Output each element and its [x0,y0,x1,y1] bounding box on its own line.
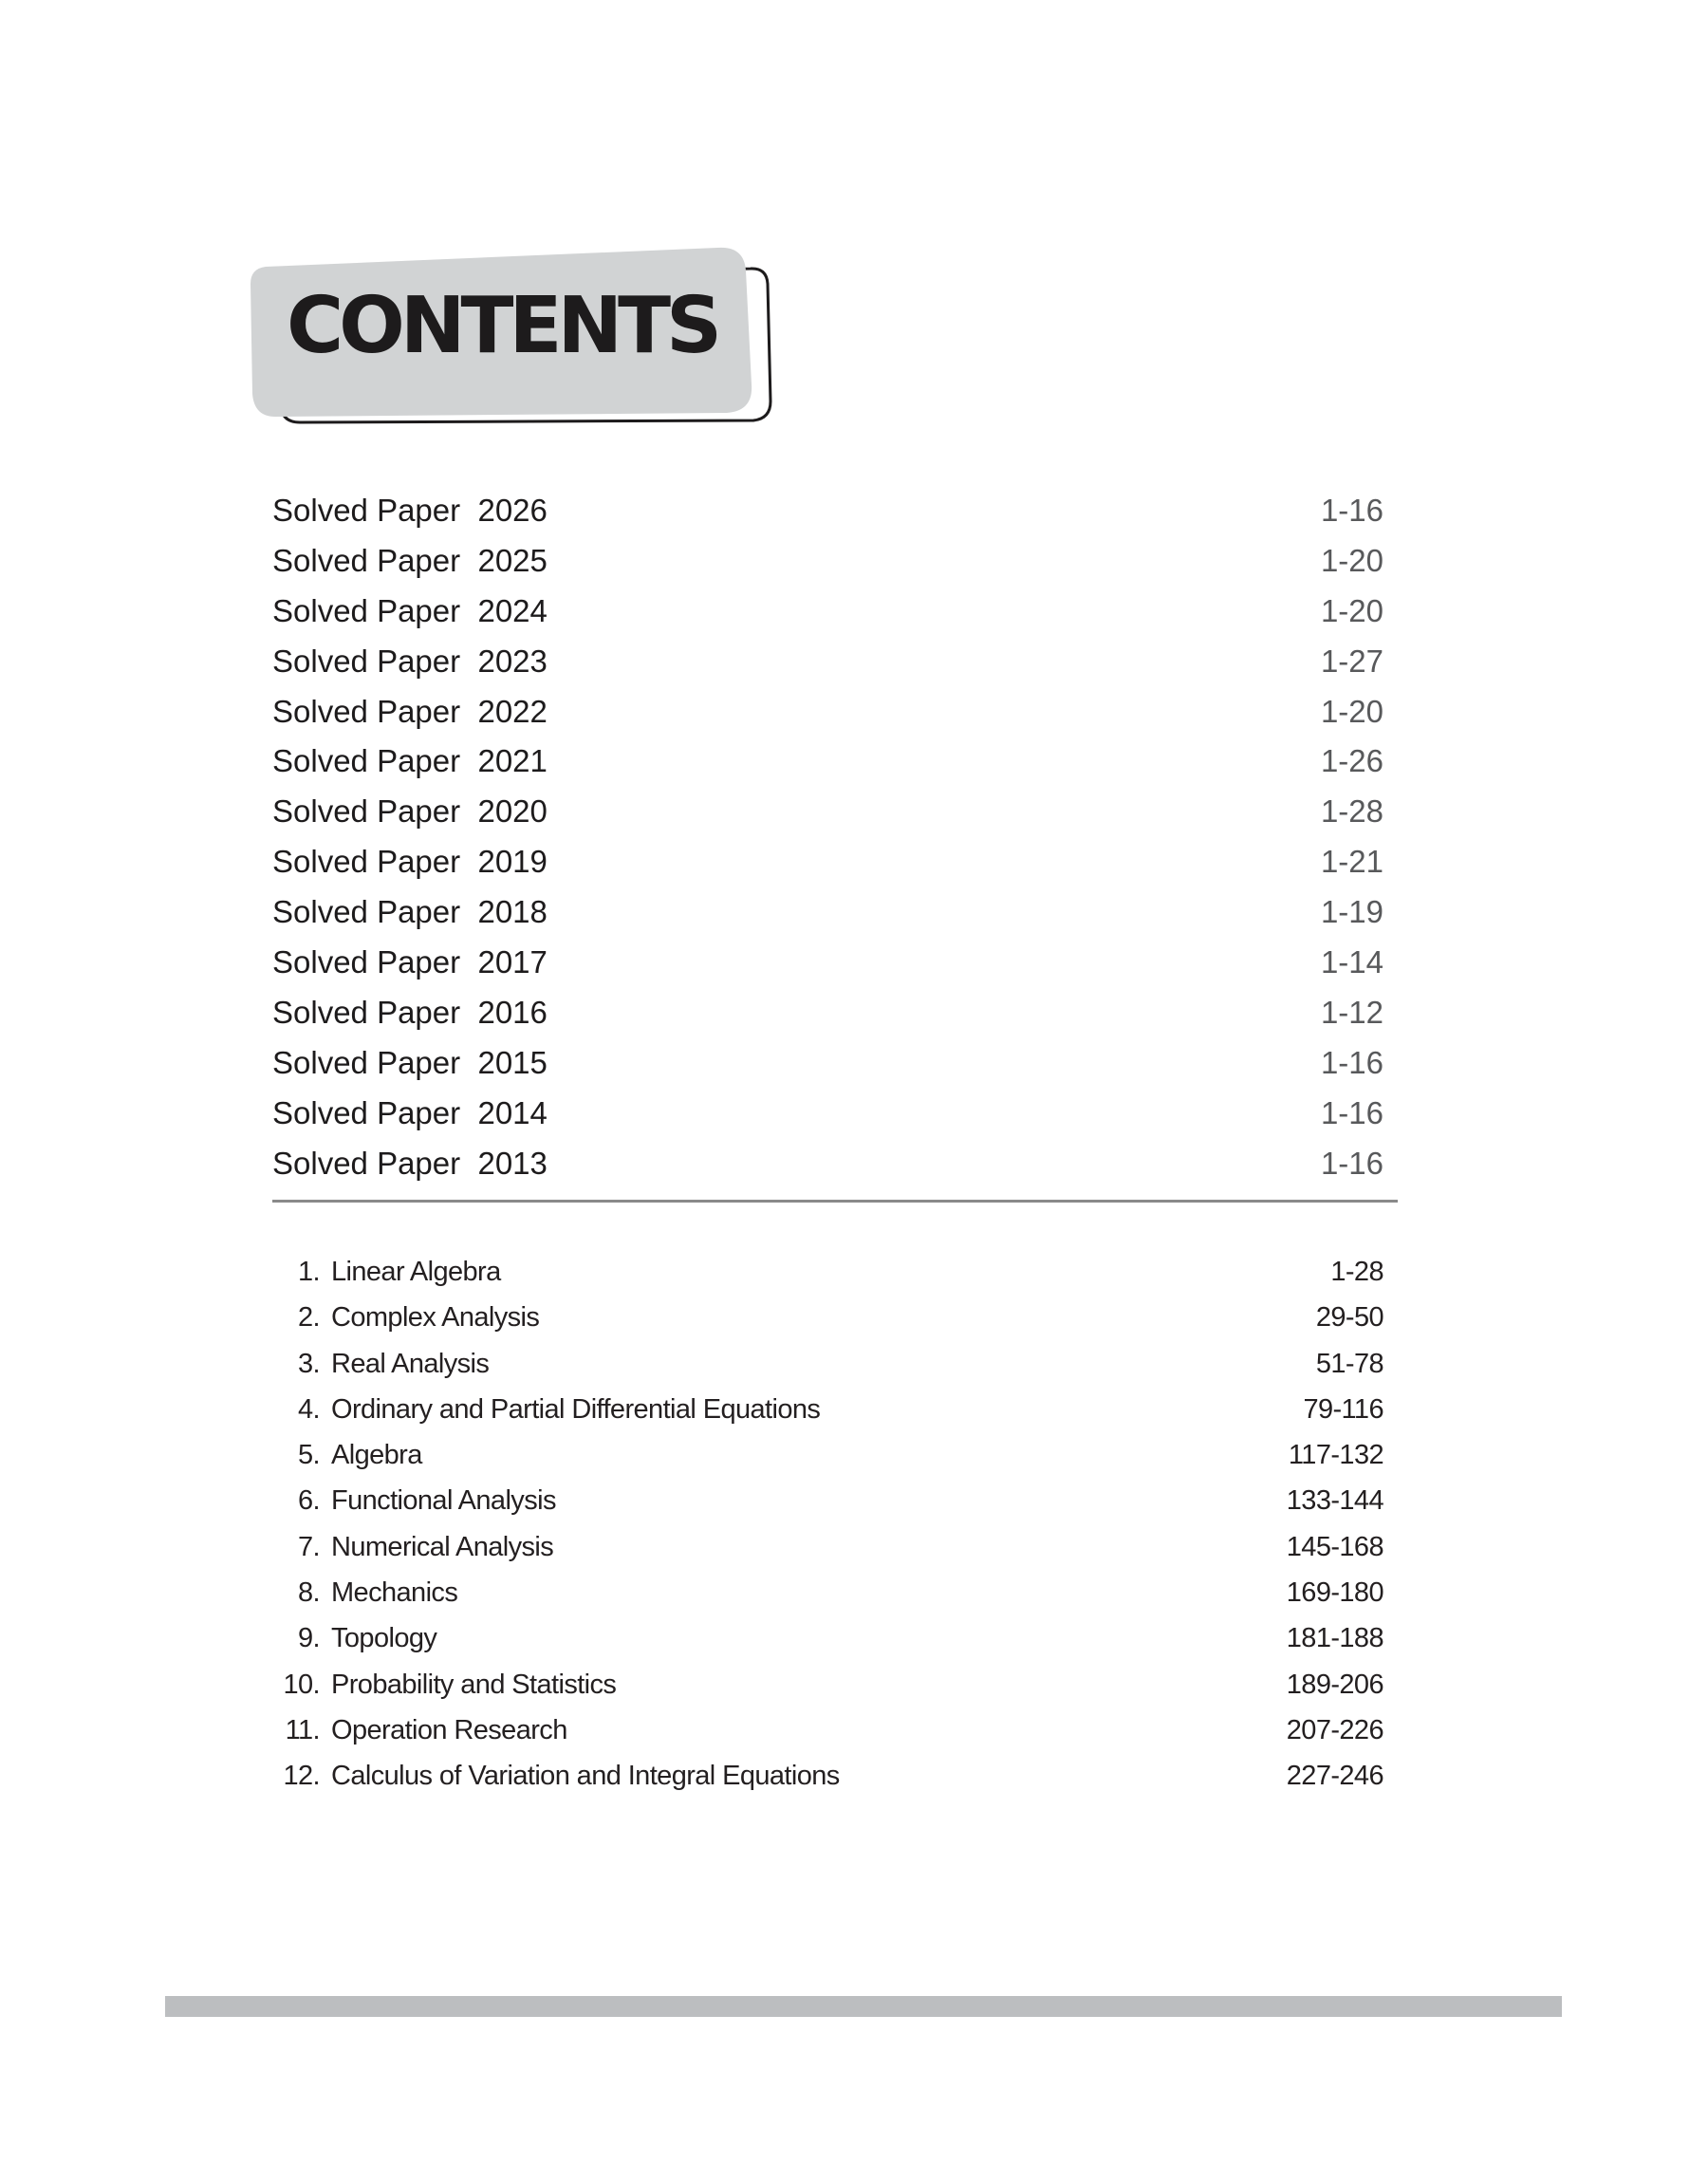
chapter-title: Real Analysis [331,1348,490,1379]
section-divider [272,1200,1398,1203]
chapter-number: 4. [298,1393,320,1425]
chapter-number: 11. [285,1714,320,1745]
chapter-pages: 181-188 [1286,1623,1383,1654]
chapter-row[interactable] [272,1524,1389,1570]
chapter-row[interactable] [272,1753,1389,1799]
solved-paper-row[interactable] [272,637,1389,687]
solved-paper-pages: 1-20 [1320,542,1383,578]
solved-paper-label: Solved Paper 2020 [272,793,548,830]
chapter-title: Operation Research [331,1714,567,1745]
chapter-row[interactable] [272,1295,1389,1340]
solved-paper-pages: 1-20 [1320,592,1383,628]
chapter-row[interactable] [272,1478,1389,1523]
chapter-pages: 79-116 [1303,1393,1383,1425]
chapter-pages: 51-78 [1315,1348,1383,1379]
solved-paper-pages: 1-14 [1320,944,1383,980]
chapter-row[interactable] [272,1707,1389,1753]
solved-paper-pages: 1-20 [1320,693,1383,729]
solved-papers-list [272,486,1389,1188]
solved-paper-label: Solved Paper 2019 [272,844,548,880]
solved-paper-label: Solved Paper 2023 [272,643,548,679]
chapter-pages: 117-132 [1288,1440,1383,1471]
solved-paper-row[interactable] [272,536,1389,587]
solved-paper-pages: 1-28 [1320,793,1383,830]
solved-paper-label: Solved Paper 2025 [272,542,548,578]
chapters-list [272,1249,1389,1800]
solved-paper-label: Solved Paper 2014 [272,1094,548,1130]
chapter-pages: 145-168 [1286,1531,1383,1562]
chapter-pages: 227-246 [1286,1761,1383,1792]
solved-paper-label: Solved Paper 2021 [272,743,548,779]
chapter-title: Complex Analysis [331,1302,540,1334]
solved-paper-label: Solved Paper 2026 [272,493,548,528]
solved-paper-row[interactable] [272,988,1389,1038]
solved-paper-label: Solved Paper 2024 [272,592,548,628]
chapter-title: Ordinary and Partial Differential Equations [331,1393,821,1425]
solved-paper-row[interactable] [272,837,1389,887]
chapter-row[interactable] [272,1615,1389,1661]
chapter-number: 3. [298,1348,320,1379]
solved-paper-pages: 1-26 [1320,743,1383,779]
chapter-number: 7. [298,1531,320,1562]
solved-paper-row[interactable] [272,1089,1389,1139]
solved-paper-pages: 1-27 [1320,643,1383,679]
chapter-row[interactable] [272,1341,1389,1387]
solved-paper-row[interactable] [272,687,1389,737]
chapter-number: 1. [298,1257,320,1287]
solved-paper-row[interactable] [272,737,1389,787]
chapter-number: 5. [298,1440,320,1471]
chapter-row[interactable] [272,1570,1389,1615]
solved-paper-label: Solved Paper 2017 [272,944,548,980]
chapter-title: Mechanics [331,1577,458,1609]
page-title: CONTENTS [287,281,718,371]
solved-paper-row[interactable] [272,887,1389,938]
chapter-title: Numerical Analysis [331,1531,554,1562]
chapter-title: Algebra [331,1440,422,1471]
solved-paper-label: Solved Paper 2016 [272,994,548,1030]
chapter-number: 8. [298,1577,320,1609]
chapter-title: Linear Algebra [331,1257,501,1287]
chapter-pages: 1-28 [1330,1257,1383,1287]
solved-paper-row[interactable] [272,587,1389,637]
chapter-pages: 133-144 [1286,1485,1383,1517]
solved-paper-label: Solved Paper 2018 [272,894,548,930]
chapter-row[interactable] [272,1662,1389,1707]
solved-paper-pages: 1-16 [1320,1044,1383,1080]
chapter-number: 6. [298,1485,320,1517]
solved-paper-pages: 1-16 [1320,1145,1383,1181]
chapter-row[interactable] [272,1249,1389,1295]
solved-paper-row[interactable] [272,938,1389,988]
chapter-number: 9. [298,1623,320,1654]
solved-paper-label: Solved Paper 2015 [272,1044,548,1080]
footer-bar [165,1996,1562,2017]
chapter-title: Functional Analysis [331,1485,556,1517]
chapter-title: Probability and Statistics [331,1669,617,1700]
solved-paper-row[interactable] [272,1139,1389,1189]
solved-paper-pages: 1-12 [1320,994,1383,1030]
solved-paper-row[interactable] [272,1038,1389,1089]
solved-paper-row[interactable] [272,486,1389,536]
solved-paper-label: Solved Paper 2013 [272,1145,548,1181]
chapter-number: 10. [283,1669,320,1700]
chapter-pages: 189-206 [1286,1669,1383,1700]
solved-paper-label: Solved Paper 2022 [272,693,548,729]
chapter-pages: 207-226 [1286,1714,1383,1745]
solved-paper-pages: 1-19 [1320,894,1383,930]
chapter-pages: 29-50 [1315,1302,1383,1334]
chapter-pages: 169-180 [1286,1577,1383,1609]
solved-paper-pages: 1-16 [1320,1094,1383,1130]
chapter-title: Topology [331,1623,437,1654]
chapter-number: 12. [283,1761,320,1792]
chapter-title: Calculus of Variation and Integral Equations [331,1761,840,1792]
solved-paper-pages: 1-16 [1320,493,1383,528]
chapter-row[interactable] [272,1432,1389,1478]
solved-paper-row[interactable] [272,787,1389,837]
solved-paper-pages: 1-21 [1320,844,1383,880]
chapter-row[interactable] [272,1387,1389,1432]
chapter-number: 2. [298,1302,320,1334]
contents-heading-badge [243,242,782,428]
